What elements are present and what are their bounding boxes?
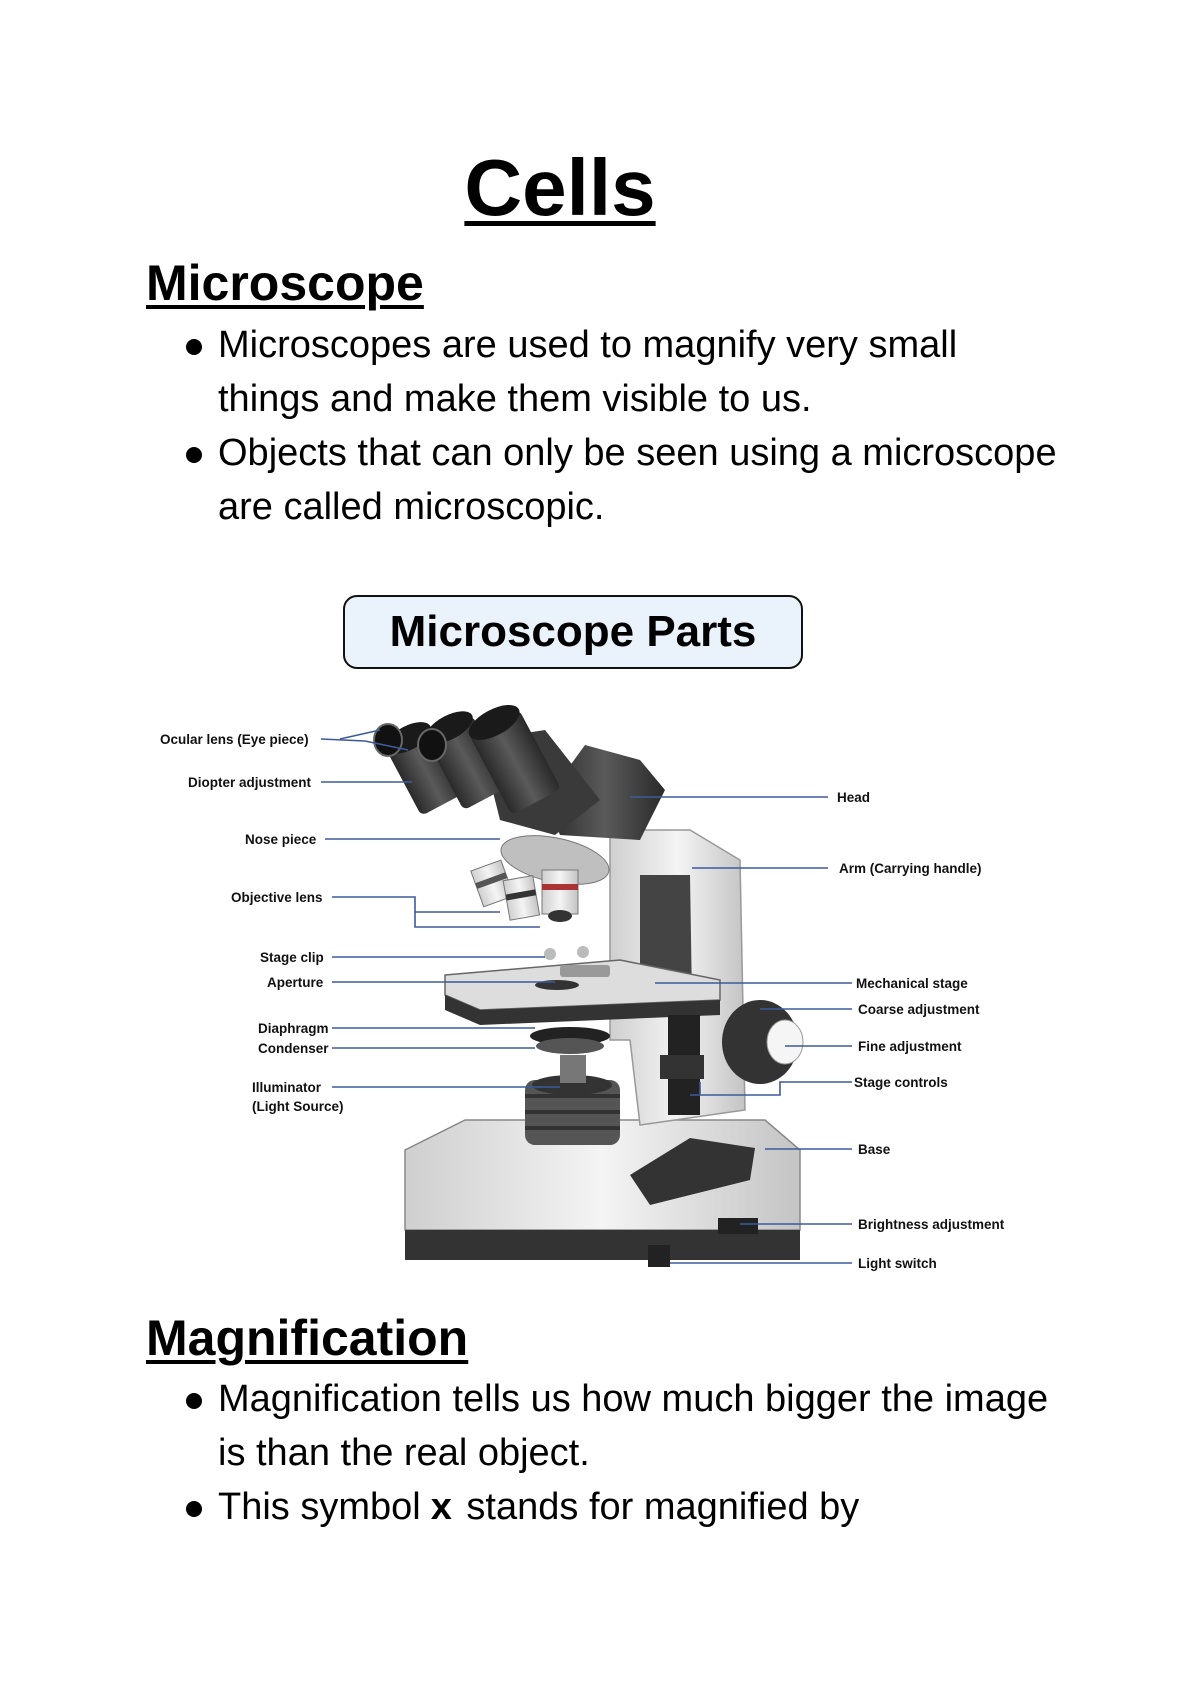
label-base: Base xyxy=(858,1142,891,1157)
label-light-switch: Light switch xyxy=(858,1256,937,1271)
bullet-text: This symbol xyxy=(218,1486,421,1528)
magnification-symbol: x xyxy=(430,1486,452,1528)
label-stage-clip: Stage clip xyxy=(260,950,324,965)
label-fine-adjustment: Fine adjustment xyxy=(858,1039,962,1054)
label-arm: Arm (Carrying handle) xyxy=(839,861,982,876)
label-mechanical-stage: Mechanical stage xyxy=(856,976,968,991)
list-item: Microscopes are used to magnify very small things and make them visible to us. xyxy=(182,318,1062,426)
list-item: Objects that can only be seen using a microscope are called microscopic. xyxy=(182,426,1062,534)
label-objective-lens: Objective lens xyxy=(231,890,323,905)
label-stage-controls: Stage controls xyxy=(854,1075,948,1090)
illuminator xyxy=(525,1055,620,1145)
label-nose-piece: Nose piece xyxy=(245,832,317,847)
microscope-heading: Microscope xyxy=(146,255,424,311)
microscope-head xyxy=(374,698,665,840)
label-ocular-lens: Ocular lens (Eye piece) xyxy=(160,732,309,747)
label-condenser: Condenser xyxy=(258,1041,329,1056)
list-item xyxy=(182,1480,1062,1534)
label-coarse-adjustment: Coarse adjustment xyxy=(858,1002,980,1017)
label-illuminator: Illuminator xyxy=(252,1080,322,1095)
list-item: Magnification tells us how much bigger the image is than the real object. xyxy=(182,1372,1062,1480)
label-brightness-adjustment: Brightness adjustment xyxy=(858,1217,1005,1232)
diagram-title: Microscope Parts xyxy=(343,595,803,669)
label-diaphragm: Diaphragm xyxy=(258,1021,329,1036)
magnification-heading: Magnification xyxy=(146,1310,469,1366)
label-aperture: Aperture xyxy=(267,975,324,990)
magnification-bullets xyxy=(182,1372,1062,1534)
condenser xyxy=(530,1027,610,1054)
label-light-source: (Light Source) xyxy=(252,1099,344,1114)
nose-piece xyxy=(471,827,614,922)
bullet-text: stands for magnified by xyxy=(466,1486,860,1528)
label-diopter-adjustment: Diopter adjustment xyxy=(188,775,312,790)
label-head: Head xyxy=(837,790,871,805)
page-title: Cells xyxy=(464,143,656,232)
